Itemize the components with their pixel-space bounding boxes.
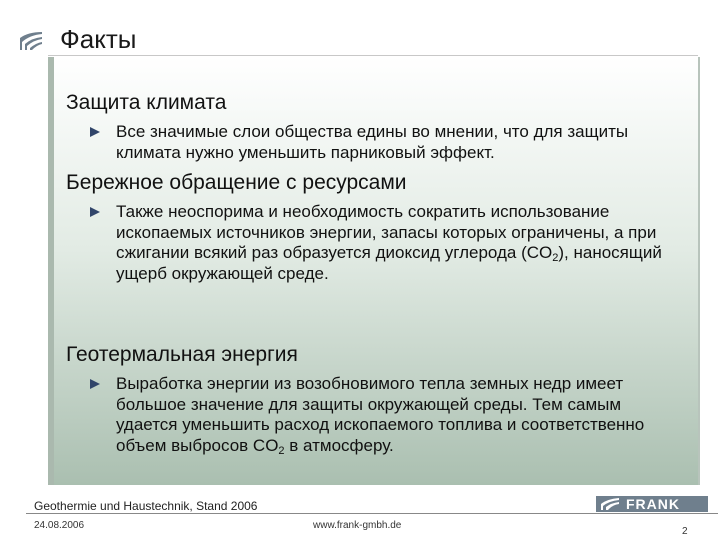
title-divider (48, 55, 698, 56)
paragraph-resources-text-a: Также неоспорима и необходимость сократить использование ископаемых источников энергии, запасы которых ограничены, а при сжигании всякий раз образуется диоксид углерода (CO (116, 202, 657, 262)
bullet-triangle-icon (90, 127, 100, 137)
content-panel (48, 57, 700, 485)
frank-swoosh-icon (600, 497, 620, 511)
paragraph-geothermal (116, 374, 686, 456)
paragraph-climate: Все значимые слои общества едины во мнении, что для защиты климата нужно уменьшить парниковый эффект. (116, 122, 629, 162)
source-caption: Geothermie und Haustechnik, Stand 2006 (34, 499, 258, 513)
swoosh-logo-icon (18, 30, 44, 52)
footer-url[interactable]: www.frank-gmbh.de (313, 520, 402, 531)
heading-geothermal: Геотермальная энергия (66, 343, 298, 366)
frank-logo (596, 496, 708, 514)
paragraph-resources-text-b: ), наносящий ущерб окружающей среде. (116, 243, 662, 283)
logo-wordmark: FRANK (626, 496, 680, 512)
subscript-2: 2 (278, 444, 285, 457)
page-number: 2 (682, 526, 688, 537)
paragraph-resources (116, 202, 686, 284)
footer-divider (26, 513, 718, 514)
heading-climate: Защита климата (66, 91, 227, 114)
subscript-2: 2 (552, 252, 559, 264)
footer-date: 24.08.2006 (34, 520, 85, 531)
bullet-triangle-icon (90, 207, 100, 217)
heading-resources: Бережное обращение с ресурсами (66, 171, 407, 194)
bullet-triangle-icon (90, 379, 100, 389)
slide-title: Факты (60, 24, 137, 54)
paragraph-geothermal-text-a: Выработка энергии из возобновимого тепла земных недр имеет большое значение для защиты окружающей среды. Тем самым удается уменьшить расход ископаемого топлива и соответственно объем выбросов CO (116, 374, 645, 455)
paragraph-geothermal-text-b: в атмосферу. (284, 435, 394, 455)
